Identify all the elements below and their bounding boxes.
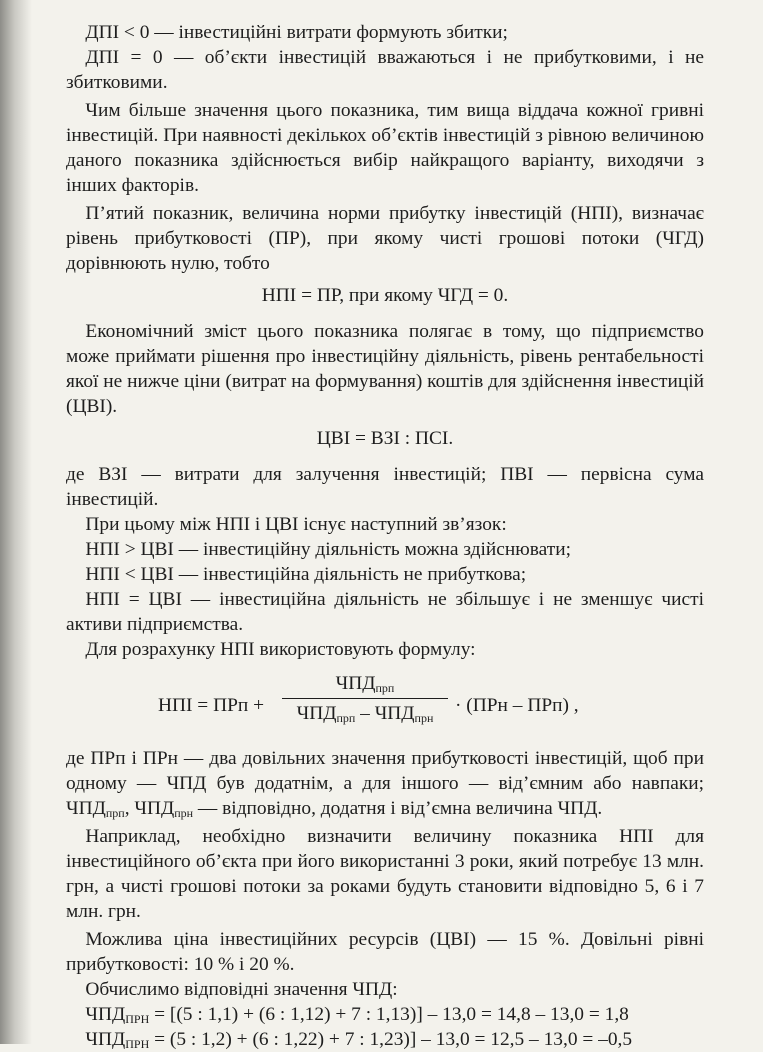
denominator-b-subscript: прн — [414, 711, 434, 725]
paragraph-part: — відповідно, додатня і від’ємна величина ЧПД. — [193, 798, 603, 819]
relation-line: НПІ = ЦВІ — інвестиційна діяльність не збільшує і не зменшує чисті активи підприємства. — [66, 589, 704, 635]
fraction-bar — [282, 698, 448, 699]
paragraph: Економічний зміст цього показника полягає в тому, що підприємство може приймати рішення про інвестиційну діяльність, рівень рентабельності якої не нижче ціни (витрат на формування) коштів для здійснення інвестицій (ЦВІ). — [66, 321, 704, 417]
relation-line: НПІ < ЦВІ — інвестиційна діяльність не прибуткова; — [85, 564, 527, 585]
formula-denominator — [282, 702, 448, 726]
formula-line: НПІ = ПР, при якому ЧГД = 0. — [261, 285, 509, 306]
calculation-line — [66, 1027, 704, 1052]
formula-lhs: НПІ = ПРп + — [158, 695, 265, 716]
paragraph: П’ятий показник, величина норми прибутку інвестицій (НПІ), визначає рівень прибутковості (ПР), при якому чисті грошові потоки (ЧГД) дорівнюють нулю, тобто — [66, 203, 704, 274]
calculation-line — [66, 1002, 704, 1027]
text-line: ДПІ = 0 — об’єкти інвестицій вважаються і не прибутковими, і не збитковими. — [66, 47, 704, 93]
denominator-b: ЧПД — [374, 703, 415, 724]
subscript: прп — [105, 806, 125, 820]
subscript: прн — [174, 806, 194, 820]
paragraph-part: , ЧПД — [124, 798, 175, 819]
paragraph: Обчислимо відповідні значення ЧПД: — [85, 979, 398, 1000]
paragraph: Наприклад, необхідно визначити величину показника НПІ для інвестиційного об’єкта при його використанні 3 роки, який потребує 13 млн. грн, а чисті грошові потоки за роками будуть становити відповідно 5, 6 і 7 млн. грн. — [66, 826, 704, 922]
page-edge-shadow — [0, 0, 32, 1044]
calc-label: ЧПД — [85, 1029, 126, 1050]
formula-numerator — [282, 672, 448, 696]
paragraph: Для розрахунку НПІ використовують формулу: — [85, 639, 476, 660]
denominator-a-subscript: прп — [336, 711, 356, 725]
formula-rhs: · (ПРн – ПРп) , — [455, 695, 579, 716]
paragraph: При цьому між НПІ і ЦВІ існує наступний зв’язок: — [85, 514, 507, 535]
denominator-operator: – — [355, 703, 375, 724]
subscript: ПРН — [125, 1037, 150, 1051]
paragraph: Можлива ціна інвестиційних ресурсів (ЦВІ) — 15 %. Довільні рівні прибутковості: 10 % і 20 %. — [66, 929, 704, 975]
paragraph: де ВЗІ — витрати для залучення інвестицій; ПВІ — первісна сума інвестицій. — [66, 464, 704, 510]
denominator-a: ЧПД — [296, 703, 337, 724]
numerator-subscript: прп — [375, 681, 395, 695]
npi-formula — [66, 672, 704, 738]
calc-text: = [(5 : 1,1) + (6 : 1,12) + 7 : 1,13)] – 13,0 = 14,8 – 13,0 = 1,8 — [149, 1004, 629, 1025]
relation-line: НПІ > ЦВІ — інвестиційну діяльність можна здійснювати; — [85, 539, 571, 560]
numerator-text: ЧПД — [335, 673, 376, 694]
subscript: ПРН — [125, 1012, 150, 1026]
calc-text: = (5 : 1,2) + (6 : 1,22) + 7 : 1,23)] – 13,0 = 12,5 – 13,0 = –0,5 — [149, 1029, 633, 1050]
formula-line: ЦВІ = ВЗІ : ПСІ. — [316, 428, 454, 449]
paragraph — [66, 746, 704, 821]
document-page — [66, 20, 704, 1052]
paragraph-part: де ПРп і ПРн — два довільних значення прибутковості інвестицій, щоб при одному — ЧПД був додатнім, а для іншого — від’ємним або навпаки; ЧПД — [66, 748, 704, 819]
text-line: ДПІ < 0 — інвестиційні витрати формують збитки; — [85, 22, 508, 43]
paragraph: Чим більше значення цього показника, тим вища віддача кожної гривні інвестицій. При наявності декількох об’єктів інвестицій з рівною величиною даного показника здійснюється вибір найкращого варіанту, виходячи з інших факторів. — [66, 100, 704, 196]
calc-label: ЧПД — [85, 1004, 126, 1025]
formula-fraction — [282, 672, 448, 726]
